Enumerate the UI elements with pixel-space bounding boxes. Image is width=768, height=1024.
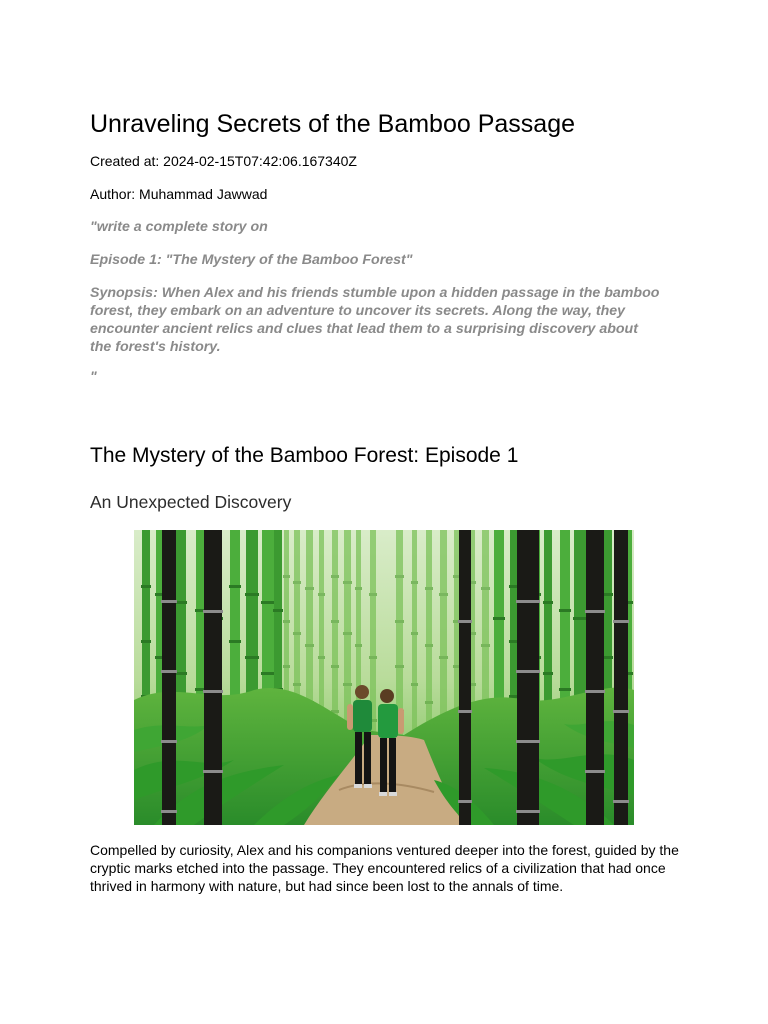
bamboo-node — [245, 656, 259, 659]
author: Author: Muhammad Jawwad — [90, 186, 268, 202]
bamboo-node — [343, 581, 352, 584]
bamboo-node — [411, 632, 418, 635]
bamboo-node — [493, 617, 505, 620]
bamboo-node — [613, 800, 629, 803]
bamboo-node — [331, 575, 339, 578]
bamboo-node — [369, 656, 377, 659]
prompt-synopsis: Synopsis: When Alex and his friends stumble upon a hidden passage in the bamboo forest, they embark on an adventure to uncover its secrets. Along the way, they encounter ancient relics and clues that lead them to a surprising discovery about the forest's history. — [90, 285, 660, 355]
bamboo-node — [516, 600, 540, 603]
bamboo-node — [411, 683, 418, 686]
bamboo-node — [543, 672, 553, 675]
bamboo-node — [585, 610, 605, 613]
bamboo-node — [273, 609, 283, 612]
bamboo-node — [458, 800, 472, 803]
prompt-closing-quote: " — [90, 369, 97, 385]
bamboo-node — [161, 600, 177, 603]
bamboo-node — [481, 587, 490, 590]
prompt-episode-line: Episode 1: "The Mystery of the Bamboo Forest" — [90, 252, 413, 268]
dark-bamboo-stalk — [517, 530, 539, 825]
bamboo-node — [283, 575, 290, 578]
bamboo-node — [293, 581, 301, 584]
dark-bamboo-stalk — [586, 530, 604, 825]
bamboo-node — [355, 644, 362, 647]
bamboo-node — [355, 587, 362, 590]
bamboo-node — [411, 581, 418, 584]
bamboo-node — [293, 632, 301, 635]
section-heading: An Unexpected Discovery — [90, 492, 292, 512]
bamboo-node — [283, 665, 290, 668]
bamboo-node — [516, 740, 540, 743]
bamboo-node — [305, 587, 314, 590]
story-heading: The Mystery of the Bamboo Forest: Episode 1 — [90, 444, 519, 467]
bamboo-node — [585, 770, 605, 773]
bamboo-node — [481, 644, 490, 647]
document-title: Unraveling Secrets of the Bamboo Passage — [90, 110, 575, 138]
bamboo-node — [573, 617, 587, 620]
bamboo-node — [559, 688, 571, 691]
bamboo-node — [305, 644, 314, 647]
bamboo-node — [229, 585, 241, 588]
bamboo-node — [585, 690, 605, 693]
bamboo-node — [458, 710, 472, 713]
dark-bamboo-stalk — [204, 530, 222, 825]
bamboo-node — [453, 575, 460, 578]
bamboo-node — [516, 670, 540, 673]
bamboo-node — [603, 593, 613, 596]
bamboo-node — [603, 656, 613, 659]
bamboo-node — [293, 683, 301, 686]
dark-bamboo-stalk — [459, 530, 471, 825]
bamboo-node — [439, 656, 448, 659]
bamboo-forest-illustration — [134, 530, 634, 825]
dark-bamboo-stalk — [162, 530, 176, 825]
prompt-first-line: "write a complete story on — [90, 219, 268, 235]
bamboo-node — [161, 810, 177, 813]
bamboo-node — [141, 585, 151, 588]
bamboo-node — [369, 593, 377, 596]
bamboo-node — [141, 640, 151, 643]
bamboo-node — [318, 656, 325, 659]
bamboo-node — [453, 665, 460, 668]
bamboo-node — [516, 810, 540, 813]
bamboo-node — [245, 593, 259, 596]
bamboo-node — [613, 620, 629, 623]
bamboo-node — [318, 593, 325, 596]
bamboo-node — [331, 620, 339, 623]
bamboo-node — [203, 770, 223, 773]
bamboo-node — [458, 620, 472, 623]
bamboo-node — [425, 701, 433, 704]
bamboo-node — [203, 690, 223, 693]
bamboo-node — [343, 632, 352, 635]
bamboo-node — [395, 665, 404, 668]
bamboo-node — [425, 644, 433, 647]
bamboo-node — [543, 601, 553, 604]
bamboo-node — [283, 620, 290, 623]
bamboo-node — [395, 575, 404, 578]
bamboo-node — [161, 670, 177, 673]
bamboo-node — [559, 609, 571, 612]
created-at: Created at: 2024-02-15T07:42:06.167340Z — [90, 153, 357, 169]
dark-bamboo-stalk — [614, 530, 628, 825]
story-paragraph: Compelled by curiosity, Alex and his companions ventured deeper into the forest, guided by the cryptic marks etched into the passage. They encountered relics of a civilization that had once thrived in harmony with nature, but had since been lost to the annals of time. — [90, 842, 679, 894]
bamboo-node — [203, 610, 223, 613]
bamboo-node — [343, 683, 352, 686]
bamboo-node — [331, 665, 339, 668]
bamboo-node — [161, 740, 177, 743]
bamboo-node — [613, 710, 629, 713]
bamboo-node — [439, 593, 448, 596]
bamboo-node — [395, 620, 404, 623]
bamboo-node — [425, 587, 433, 590]
bamboo-node — [229, 640, 241, 643]
